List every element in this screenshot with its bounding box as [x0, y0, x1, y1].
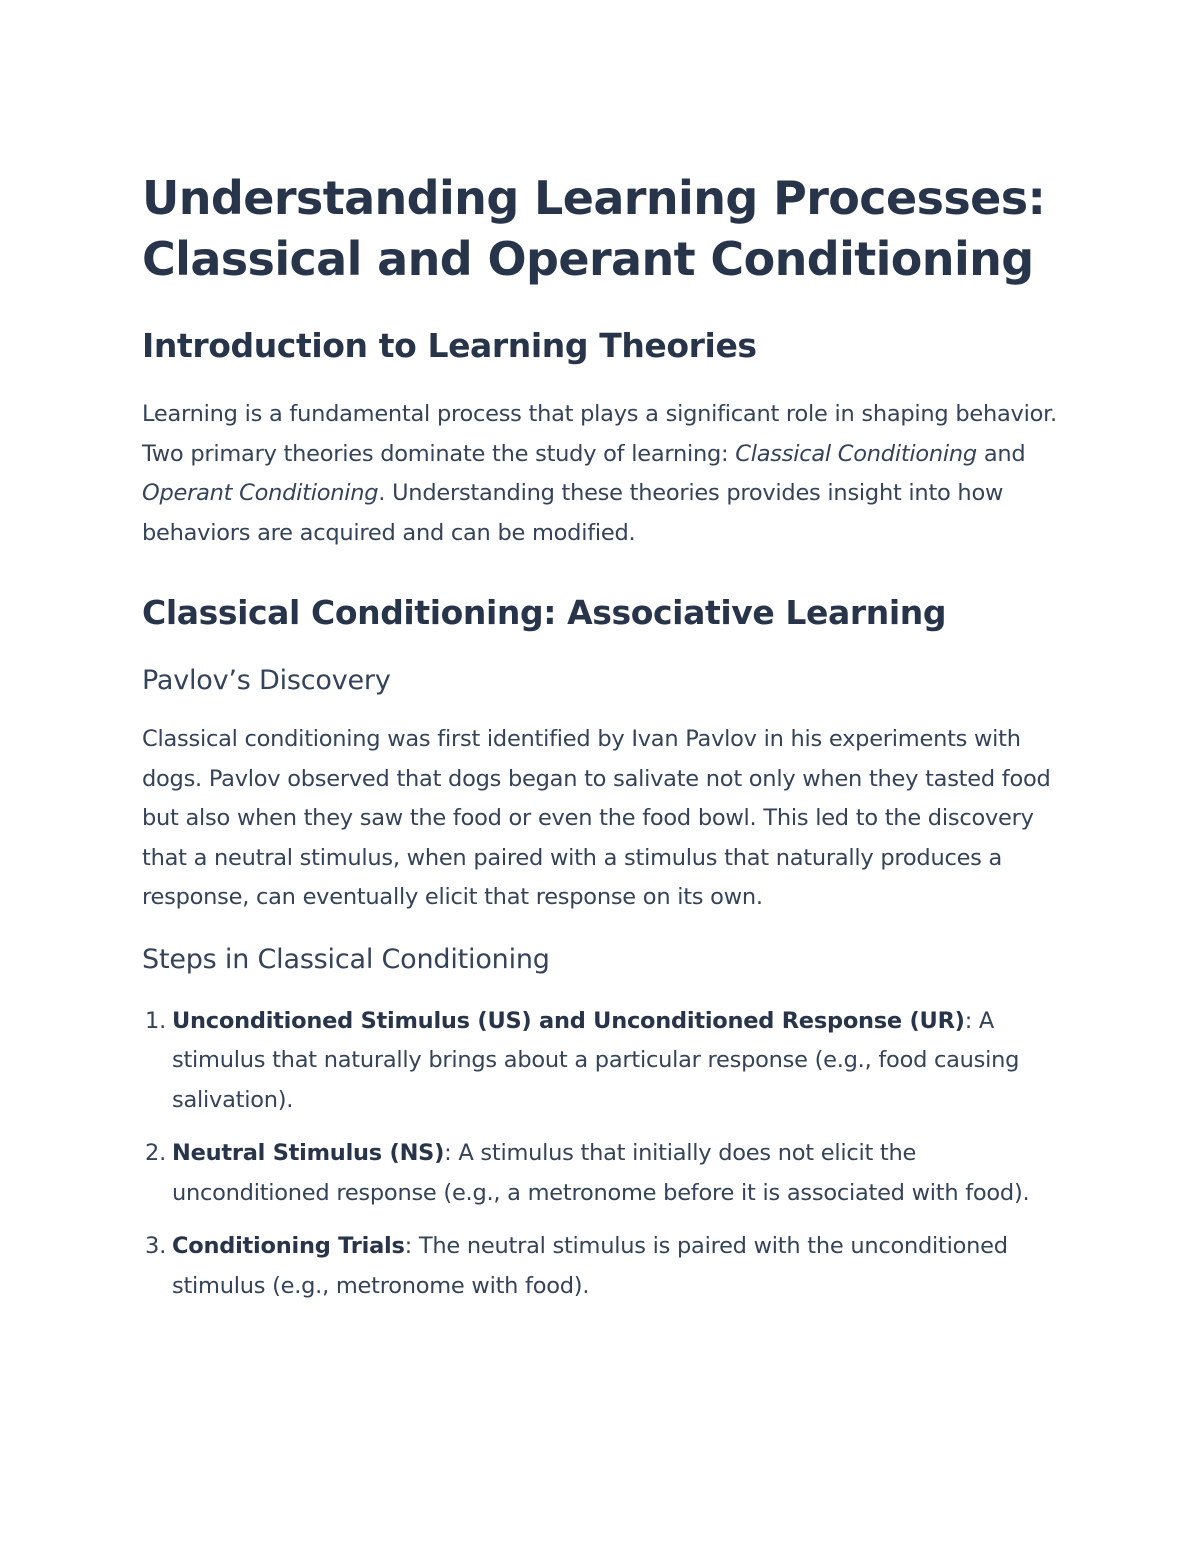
list-item-number: 3. [145, 1233, 166, 1259]
subheading-pavlov: Pavlov’s Discovery [142, 665, 391, 696]
list-item-number: 1. [145, 1007, 166, 1034]
list-item-number: 2. [145, 1140, 166, 1166]
list-item [142, 1227, 1062, 1306]
term-operant-conditioning: Operant Conditioning [142, 480, 379, 506]
list-item-term: Unconditioned Stimulus (US) and Unconditioned Response (UR) [172, 1007, 965, 1034]
intro-text-and: and [976, 440, 1026, 467]
steps-list [142, 1002, 1062, 1307]
term-classical-conditioning: Classical Conditioning [735, 440, 977, 467]
section-heading-classical: Classical Conditioning: Associative Learning [142, 593, 947, 632]
list-item [142, 1002, 1062, 1121]
intro-text-after: . Understanding these theories provides insight into how behaviors are acquired and can be modified. [142, 480, 1004, 546]
subheading-steps: Steps in Classical Conditioning [142, 943, 550, 975]
list-item-text: : A stimulus that naturally brings about a particular response (e.g., food causing salivation). [172, 1007, 1020, 1113]
list-item-text: : A stimulus that initially does not elicit the unconditioned response (e.g., a metronome before it is associated with food). [172, 1140, 1030, 1206]
document-title: Understanding Learning Processes: Classical and Operant Conditioning [142, 171, 1046, 286]
intro-text-before: Learning is a fundamental process that plays a significant role in shaping behavior. Two primary theories dominate the study of learning: [142, 401, 1057, 467]
intro-paragraph [142, 395, 1062, 553]
pavlov-paragraph: Classical conditioning was first identified by Ivan Pavlov in his experiments with dogs. Pavlov observed that dogs began to salivate not only when they tasted food but also when they saw the food or even the food bowl. This led to the discovery that a neutral stimulus, when paired with a stimulus that naturally produces a response, can eventually elicit that response on its own. [142, 726, 1051, 910]
list-item [142, 1134, 1062, 1213]
list-item-term: Conditioning Trials [172, 1233, 405, 1259]
section-heading-intro: Introduction to Learning Theories [142, 326, 757, 365]
list-item-term: Neutral Stimulus (NS) [172, 1140, 445, 1166]
document-page [142, 168, 1062, 1320]
list-item-text: : The neutral stimulus is paired with the unconditioned stimulus (e.g., metronome with food). [172, 1233, 1008, 1299]
